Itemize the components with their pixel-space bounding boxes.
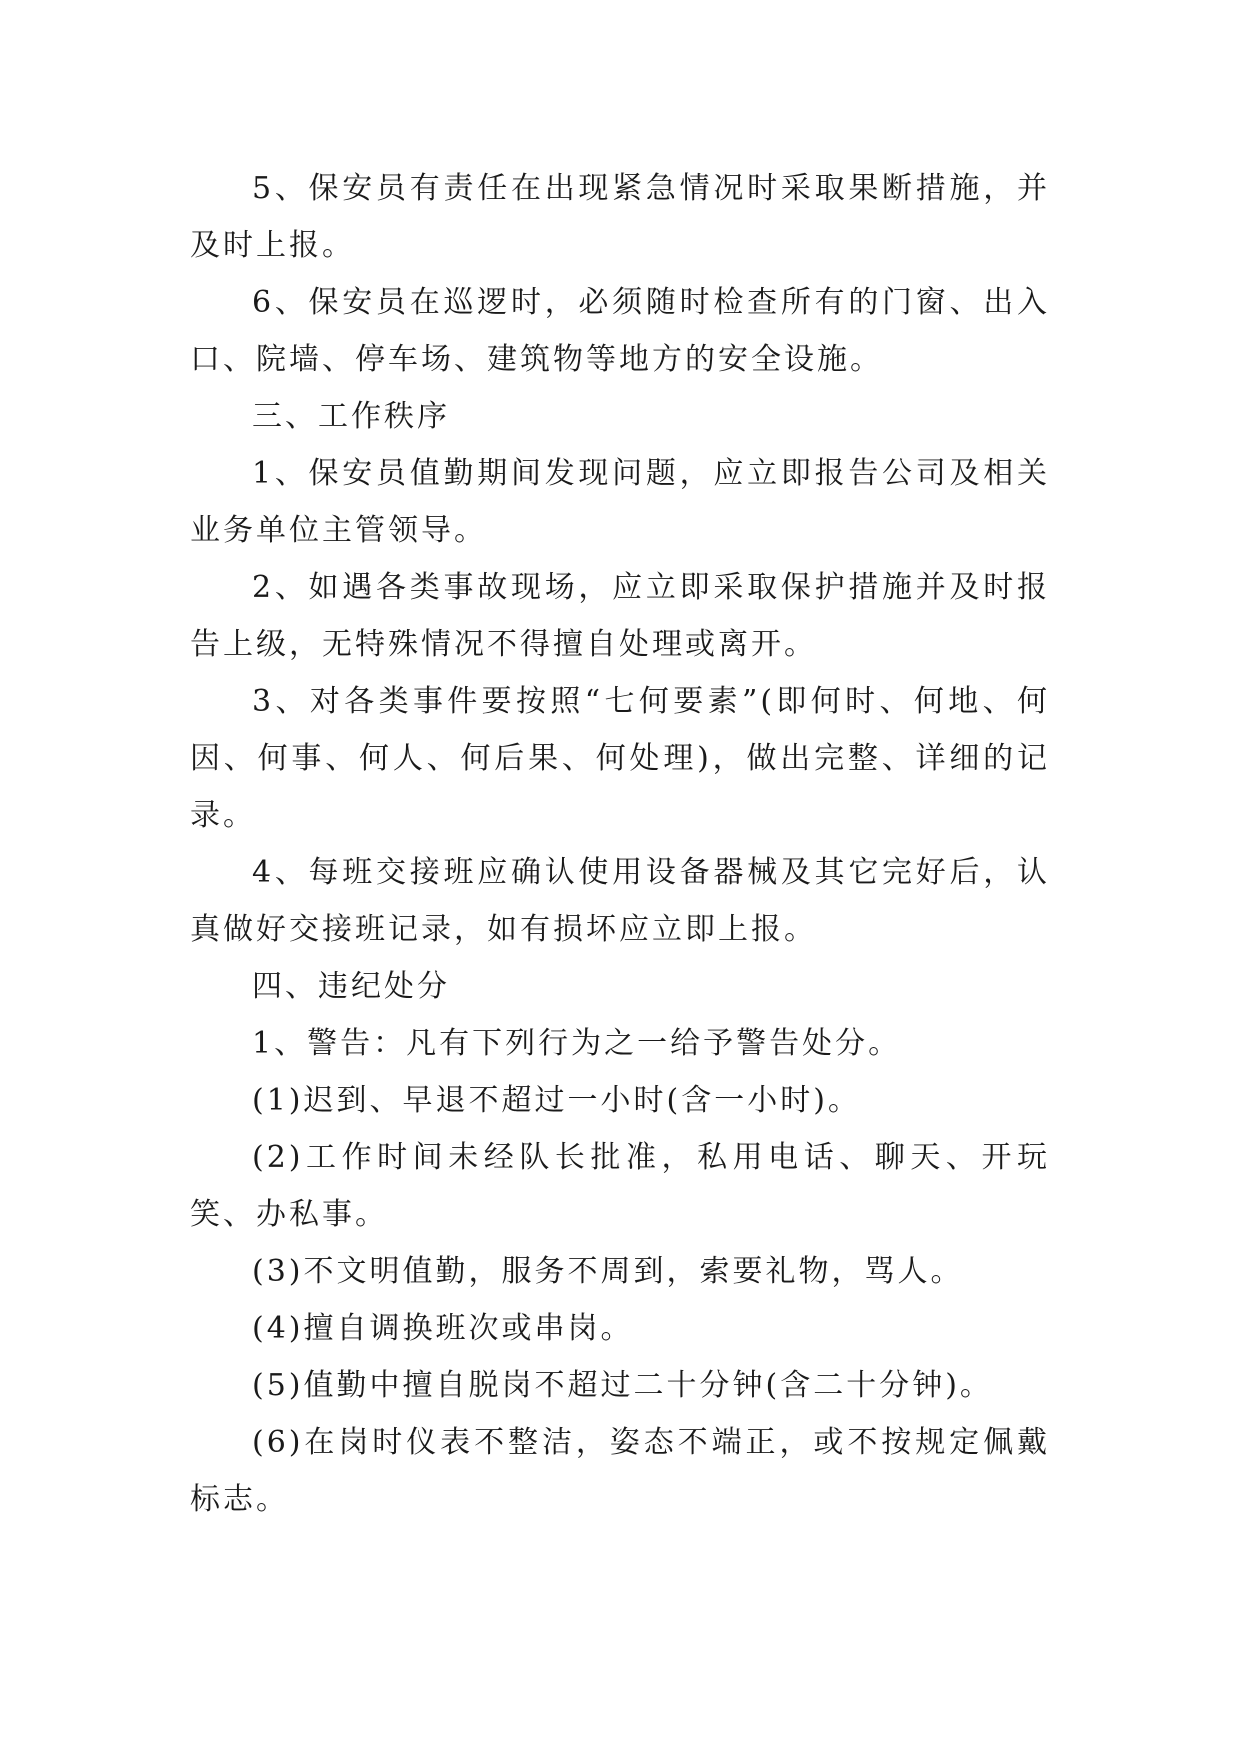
paragraph-accident-scene: 2、如遇各类事故现场，应立即采取保护措施并及时报告上级，无特殊情况不得擅自处理或离开。 [190, 570, 1050, 662]
list-item-uncivil-duty: (3)不文明值勤，服务不周到，索要礼物，骂人。 [252, 1254, 964, 1289]
section-heading-work-order: 三、工作秩序 [252, 399, 450, 434]
paragraph-warning: 1、警告：凡有下列行为之一给予警告处分。 [252, 1026, 902, 1061]
list-item-appearance: (6)在岗时仪表不整洁，姿态不端正，或不按规定佩戴标志。 [190, 1425, 1050, 1517]
document-body [190, 160, 1050, 1528]
paragraph-report-problems: 1、保安员值勤期间发现问题，应立即报告公司及相关业务单位主管领导。 [190, 456, 1050, 548]
paragraph-emergency-measures: 5、保安员有责任在出现紧急情况时采取果断措施，并及时上报。 [190, 171, 1050, 263]
list-item-leave-post: (5)值勤中擅自脱岗不超过二十分钟(含二十分钟)。 [252, 1368, 993, 1403]
list-item-private-matters: (2)工作时间未经队长批准，私用电话、聊天、开玩笑、办私事。 [190, 1140, 1050, 1232]
list-item-late-early: (1)迟到、早退不超过一小时(含一小时)。 [252, 1083, 861, 1118]
section-heading-discipline: 四、违纪处分 [252, 969, 450, 1004]
paragraph-shift-handover: 4、每班交接班应确认使用设备器械及其它完好后，认真做好交接班记录，如有损坏应立即上报。 [190, 855, 1050, 947]
paragraph-patrol-checks: 6、保安员在巡逻时，必须随时检查所有的门窗、出入口、院墙、停车场、建筑物等地方的安全设施。 [190, 285, 1050, 377]
paragraph-seven-elements: 3、对各类事件要按照“七何要素”(即何时、何地、何因、何事、何人、何后果、何处理)，做出完整、详细的记录。 [190, 684, 1050, 833]
list-item-shift-swap: (4)擅自调换班次或串岗。 [252, 1311, 634, 1346]
